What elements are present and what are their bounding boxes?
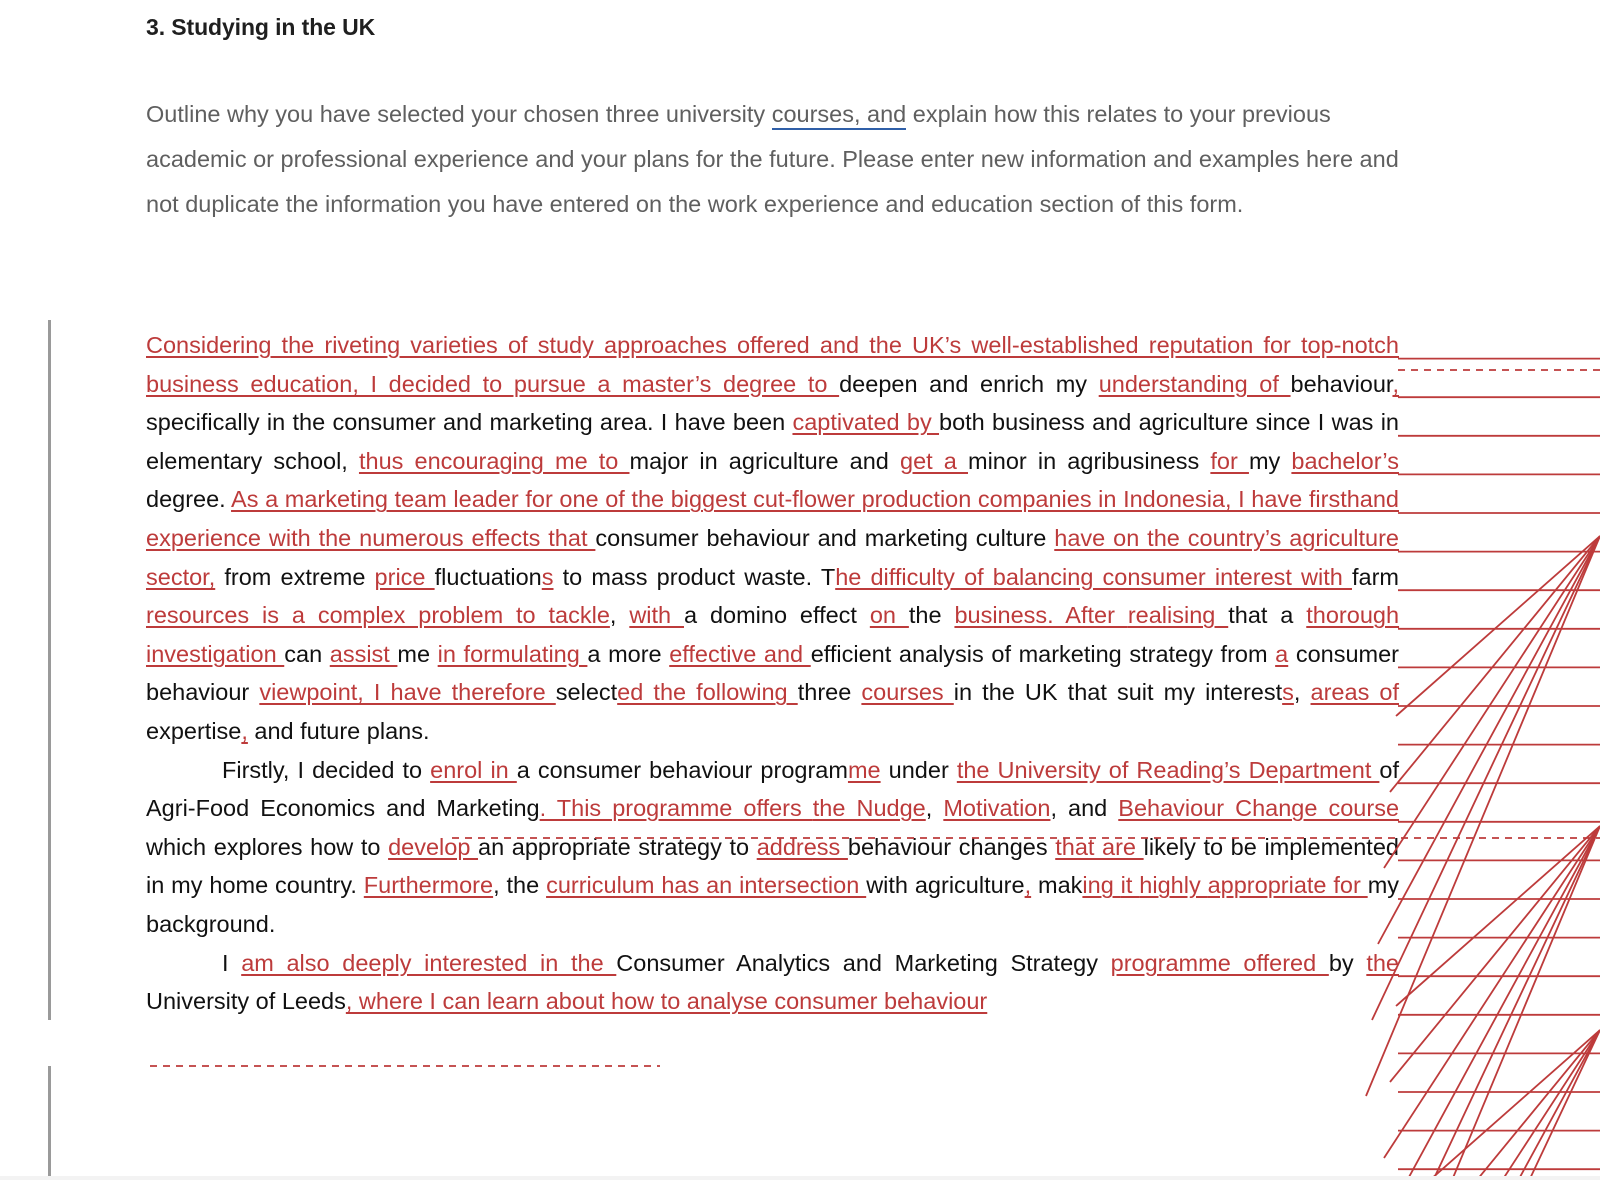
instructions-text-after: explain how this relates to your previous academic or professional experience and your plans for the future. Please enter new information and examples here and not duplicate the information you have entered on the work experience and education section of this form. bbox=[146, 101, 1399, 217]
inserted-text-run: price bbox=[374, 563, 435, 590]
inserted-text-run: develop bbox=[388, 833, 479, 860]
inserted-text-run: effective and bbox=[669, 640, 811, 667]
inserted-text-run: s bbox=[541, 563, 554, 590]
comment-leader-1-1 bbox=[1396, 536, 1600, 716]
original-text-run: fluctuation bbox=[434, 563, 542, 590]
inserted-text-run: understanding of bbox=[1098, 370, 1291, 397]
original-text-run: the bbox=[908, 602, 955, 629]
original-text-run: consumer behaviour and marketing culture bbox=[595, 524, 1055, 551]
page-title: 3. Studying in the UK bbox=[146, 14, 376, 40]
inserted-text-run: , bbox=[241, 717, 248, 744]
comment-leader-3-2 bbox=[1390, 1030, 1600, 1180]
inserted-text-run: highly bbox=[1139, 872, 1208, 899]
comment-leader-2-3 bbox=[1384, 826, 1600, 1158]
inserted-text-run: As a marketing team leader for one of the biggest cut-flower production companies in Indonesia, I have firsthand experience with the numerous effects that bbox=[146, 486, 1399, 551]
inserted-text-run: me bbox=[847, 756, 881, 783]
original-text-run: a consumer behaviour program bbox=[516, 756, 848, 783]
inserted-text-run: the Nudge bbox=[812, 795, 926, 822]
original-text-run: my bbox=[1248, 447, 1292, 474]
inserted-text-run: address bbox=[756, 833, 848, 860]
original-text-run: minor in agribusiness bbox=[968, 447, 1211, 474]
original-text-run: likely to be implemented in my home country. bbox=[146, 833, 1399, 899]
inserted-text-run: it bbox=[1120, 872, 1140, 899]
inserted-text-run: am also deeply interested in the bbox=[241, 949, 617, 976]
original-text-run: T bbox=[820, 563, 836, 590]
comment-leader-2-6 bbox=[1366, 826, 1600, 1180]
inserted-text-run: the bbox=[1366, 949, 1399, 976]
inserted-text-run: Behaviour Change course bbox=[1118, 795, 1400, 822]
inserted-text-run: ed the following bbox=[617, 679, 798, 706]
essay-paragraph-1 bbox=[146, 326, 1399, 751]
inserted-text-run: viewpoint, I have therefore bbox=[259, 679, 556, 706]
instructions-text-before: Outline why you have selected your chosen three university bbox=[146, 101, 772, 127]
original-text-run: a more bbox=[587, 640, 670, 667]
change-bar-1 bbox=[48, 320, 51, 1020]
original-text-run: and future plans. bbox=[247, 717, 430, 744]
comment-leader-2-1 bbox=[1396, 826, 1600, 1006]
inserted-text-run: Considering the riveting varieties of study approaches offered and the UK’s well-established reputation for top-notch business education, I decided to pursue a master’s degree to bbox=[146, 332, 1399, 397]
inserted-text-run: for bbox=[1210, 447, 1249, 474]
comment-leader-3-1 bbox=[1396, 1030, 1600, 1180]
original-text-run: me bbox=[397, 640, 438, 667]
original-text-run: which explores how to bbox=[146, 833, 389, 860]
inserted-text-run: Furthermore bbox=[363, 872, 494, 899]
original-text-run: of Agri-Food Economics and Marketing bbox=[146, 756, 1400, 822]
inserted-text-run: investigation bbox=[146, 640, 285, 667]
original-text-run: specifically in the consumer and marketing area. I have been bbox=[146, 409, 793, 436]
comment-leader-1-4 bbox=[1378, 536, 1600, 944]
inserted-text-run: captivated by bbox=[792, 409, 940, 436]
original-text-run: Firstly, I decided to bbox=[222, 756, 431, 783]
original-text-run: major in agriculture and bbox=[629, 447, 900, 474]
comment-leader-2-2 bbox=[1390, 826, 1600, 1082]
inserted-text-run: with bbox=[629, 602, 684, 629]
inserted-text-run: business. After bbox=[954, 602, 1128, 629]
inserted-text-run: . This programme offers bbox=[539, 795, 813, 822]
inserted-text-run: on bbox=[869, 602, 909, 629]
comment-leader-1-6 bbox=[1366, 536, 1600, 1096]
inserted-text-run: programme offered bbox=[1110, 949, 1329, 976]
inserted-text-run: , bbox=[1392, 370, 1399, 397]
original-text-run: farm bbox=[1352, 563, 1399, 590]
original-text-run: consumer behaviour bbox=[146, 640, 1399, 706]
original-text-run: three bbox=[797, 679, 862, 706]
instructions-paragraph bbox=[146, 92, 1400, 227]
essay-paragraph-3 bbox=[146, 944, 1399, 1021]
inserted-text-run: thorough bbox=[1306, 602, 1400, 629]
inserted-text-run: he difficulty of balancing consumer interest with bbox=[835, 563, 1352, 590]
original-text-run: mak bbox=[1031, 872, 1083, 899]
comment-leader-2-5 bbox=[1372, 826, 1600, 1180]
inserted-text-run: thus encouraging me to bbox=[358, 447, 630, 474]
page-bottom-edge bbox=[0, 1176, 1600, 1180]
original-text-run: both business and agriculture since I was in elementary school, bbox=[146, 409, 1399, 474]
original-text-run: , bbox=[609, 602, 630, 629]
original-text-run: with agriculture bbox=[866, 872, 1025, 899]
original-text-run: an appropriate strategy to bbox=[478, 833, 757, 860]
original-text-run: to mass product waste. bbox=[553, 563, 821, 590]
inserted-text-run: areas of bbox=[1310, 679, 1400, 706]
comment-leader-2-4 bbox=[1378, 826, 1600, 1180]
inserted-text-run: assist bbox=[329, 640, 398, 667]
inserted-text-run: ing bbox=[1082, 872, 1121, 899]
original-text-run: behaviour bbox=[1290, 370, 1393, 397]
comment-leader-3-5 bbox=[1372, 1030, 1600, 1180]
inserted-text-run: that are bbox=[1055, 833, 1144, 860]
inserted-text-run: courses bbox=[861, 679, 954, 706]
original-text-run: my background. bbox=[146, 872, 1400, 937]
inserted-text-run: curriculum has an intersection bbox=[546, 872, 867, 899]
inserted-text-run: enrol in bbox=[430, 756, 517, 783]
comment-leader-1-3 bbox=[1384, 536, 1600, 868]
original-text-run: from extreme bbox=[215, 563, 375, 590]
comment-leader-3-3 bbox=[1384, 1030, 1600, 1180]
original-text-run: select bbox=[555, 679, 618, 706]
inserted-text-run: in formulating bbox=[437, 640, 588, 667]
original-text-run: a domino effect bbox=[684, 602, 870, 629]
inserted-text-run: appropriate for bbox=[1207, 872, 1368, 899]
inserted-text-run: bachelor’s bbox=[1291, 447, 1399, 474]
inserted-text-run: , where I can learn about how to analyse consumer behaviour bbox=[345, 988, 988, 1015]
inserted-text-run: a bbox=[1275, 640, 1289, 667]
original-text-run: , bbox=[1293, 679, 1311, 706]
original-text-run: , and bbox=[1050, 795, 1119, 822]
inserted-text-run: s bbox=[1282, 679, 1294, 706]
original-text-run: by bbox=[1328, 949, 1367, 976]
inserted-text-run: the University of Reading’s Department bbox=[956, 756, 1380, 783]
inserted-text-run: realising bbox=[1127, 602, 1229, 629]
inserted-text-run: have on the country’s agriculture sector, bbox=[146, 524, 1399, 590]
inserted-text-run: Motivation bbox=[943, 795, 1051, 822]
original-text-run: under bbox=[880, 756, 957, 783]
original-text-run: in the UK that suit my interest bbox=[953, 679, 1283, 706]
change-bar-2 bbox=[48, 1066, 51, 1180]
original-text-run: Consumer Analytics and Marketing Strategy bbox=[616, 949, 1111, 976]
original-text-run: I bbox=[222, 949, 242, 976]
original-text-run: , bbox=[925, 795, 944, 822]
essay-paragraph-2 bbox=[146, 751, 1399, 944]
comment-leader-1-5 bbox=[1372, 536, 1600, 1020]
inserted-text-run: get a bbox=[900, 447, 968, 474]
original-text-run: efficient analysis of marketing strategy from bbox=[810, 640, 1276, 667]
courses-and-link[interactable]: courses, and bbox=[772, 101, 907, 130]
original-text-run: degree. bbox=[146, 486, 232, 513]
comment-leader-3-4 bbox=[1378, 1030, 1600, 1180]
inserted-text-run: , bbox=[1024, 872, 1032, 899]
original-text-run: behaviour changes bbox=[847, 833, 1056, 860]
original-text-run: expertise bbox=[146, 717, 242, 744]
original-text-run: can bbox=[284, 640, 330, 667]
original-text-run: University of Leeds bbox=[146, 988, 346, 1015]
comment-leader-1-2 bbox=[1390, 536, 1600, 792]
original-text-run: , the bbox=[493, 872, 547, 899]
essay-body bbox=[146, 326, 1399, 1021]
original-text-run: that a bbox=[1228, 602, 1307, 629]
original-text-run: deepen and enrich my bbox=[839, 370, 1099, 397]
inserted-text-run: resources is a complex problem to tackle bbox=[146, 602, 610, 629]
